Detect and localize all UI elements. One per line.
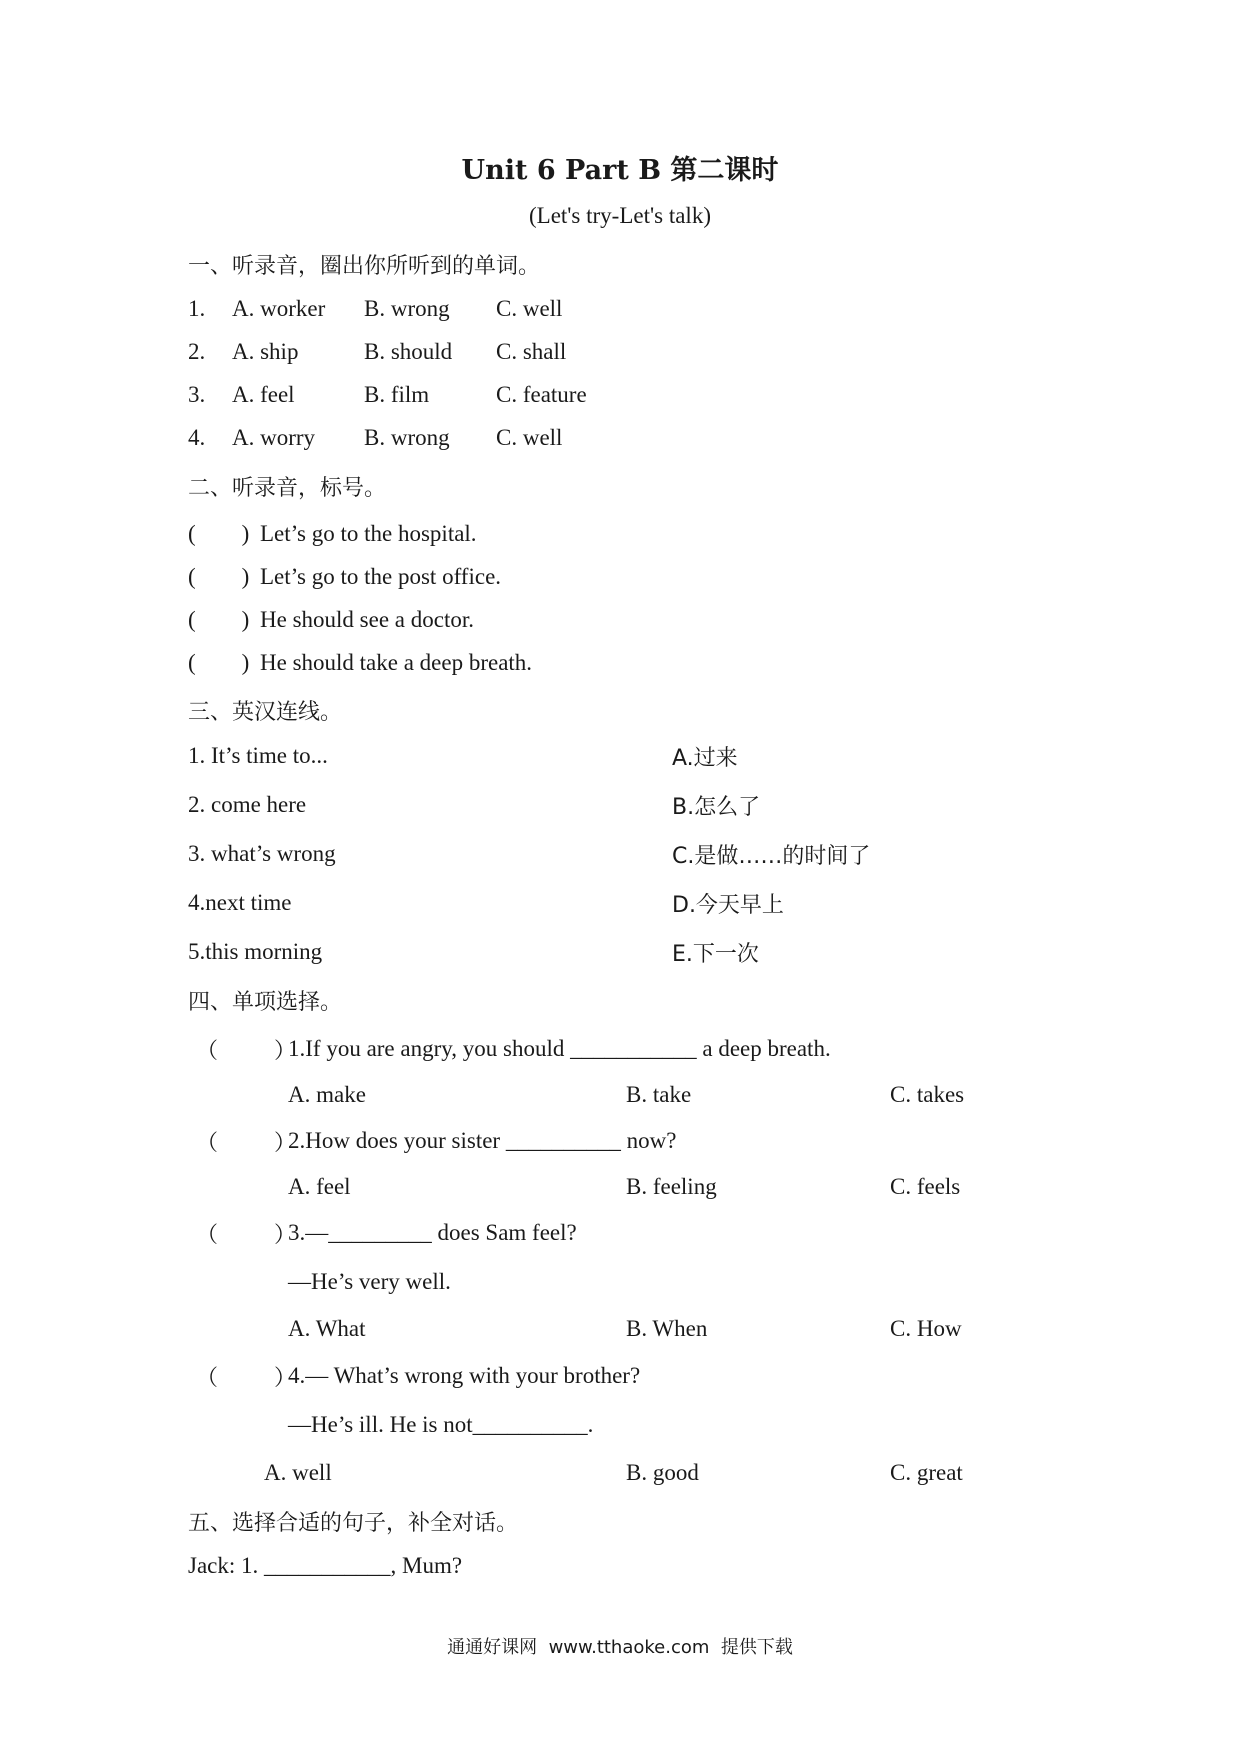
q3-option-a: A. What xyxy=(288,1316,366,1341)
s2-item-3-text: He should see a doctor. xyxy=(260,607,474,632)
q3-option-c: C. How xyxy=(890,1316,962,1341)
q2-stem: 2.How does your sister __________ now? xyxy=(288,1128,677,1153)
section-3-heading: 三、英汉连线。 xyxy=(188,700,343,725)
s1-item-1-option-a: A. worker xyxy=(232,296,326,321)
s2-item-1-text: Let’s go to the hospital. xyxy=(260,521,477,546)
s2-item-4-paren: ( ) xyxy=(188,650,250,675)
page-title: Unit 6 Part B 第二课时 xyxy=(461,155,779,186)
section-2-heading: 二、听录音，标号。 xyxy=(188,476,387,501)
s2-item-2-paren: ( ) xyxy=(188,564,250,589)
s1-item-3-number: 3. xyxy=(188,382,206,407)
s3-item-4-chinese: D.今天早上 xyxy=(672,893,784,918)
q1-option-a: A. make xyxy=(288,1082,366,1107)
s1-item-2-option-b: B. should xyxy=(364,339,453,364)
s2-item-3-paren: ( ) xyxy=(188,607,250,632)
s3-item-2-chinese: B.怎么了 xyxy=(672,795,761,820)
q3-stem: 3.—_________ does Sam feel? xyxy=(288,1220,577,1245)
s1-item-1-number: 1. xyxy=(188,296,206,321)
q1-answer-paren: （ ） xyxy=(196,1039,296,1064)
s1-item-1-option-b: B. wrong xyxy=(364,296,450,321)
q3-answer-paren: （ ） xyxy=(196,1223,296,1248)
q4-answer-paren: （ ） xyxy=(196,1366,296,1391)
q3-answer-line: —He’s very well. xyxy=(288,1269,451,1294)
s1-item-4-number: 4. xyxy=(188,425,206,450)
s1-item-2-option-a: A. ship xyxy=(232,339,299,364)
s2-item-2-text: Let’s go to the post office. xyxy=(260,564,502,589)
s3-item-1-chinese: A.过来 xyxy=(672,746,738,771)
q3-option-b: B. When xyxy=(626,1316,708,1341)
q4-option-c: C. great xyxy=(890,1460,963,1485)
s3-item-3-chinese: C.是做……的时间了 xyxy=(672,844,871,869)
s1-item-1-option-c: C. well xyxy=(496,296,563,321)
section-5-heading: 五、选择合适的句子，补全对话。 xyxy=(188,1511,519,1536)
q1-stem: 1.If you are angry, you should ___________ a deep breath. xyxy=(288,1036,831,1061)
s1-item-3-option-c: C. feature xyxy=(496,382,587,407)
s1-item-2-option-c: C. shall xyxy=(496,339,567,364)
q4-option-a: A. well xyxy=(264,1460,332,1485)
section-4-heading: 四、单项选择。 xyxy=(188,990,343,1015)
q2-option-a: A. feel xyxy=(288,1174,351,1199)
s3-item-5-english: 5.this morning xyxy=(188,939,323,964)
s3-item-3-english: 3. what’s wrong xyxy=(188,841,336,866)
section-1-heading: 一、听录音，圈出你所听到的单词。 xyxy=(188,254,541,279)
s5-dialogue-line-1: Jack: 1. ___________, Mum? xyxy=(188,1553,463,1578)
s1-item-3-option-a: A. feel xyxy=(232,382,295,407)
s1-item-2-number: 2. xyxy=(188,339,206,364)
q1-option-b: B. take xyxy=(626,1082,692,1107)
page-footer: 通通好课网 www.tthaoke.com 提供下载 xyxy=(447,1637,793,1658)
s3-item-2-english: 2. come here xyxy=(188,792,307,817)
s1-item-4-option-c: C. well xyxy=(496,425,563,450)
q1-option-c: C. takes xyxy=(890,1082,965,1107)
q2-option-c: C. feels xyxy=(890,1174,961,1199)
s1-item-4-option-b: B. wrong xyxy=(364,425,450,450)
page-subtitle: (Let's try-Let's talk) xyxy=(528,203,711,228)
q4-stem: 4.— What’s wrong with your brother? xyxy=(288,1363,641,1388)
s2-item-1-paren: ( ) xyxy=(188,521,250,546)
s3-item-4-english: 4.next time xyxy=(188,890,292,915)
s1-item-3-option-b: B. film xyxy=(364,382,430,407)
s2-item-4-text: He should take a deep breath. xyxy=(260,650,533,675)
s3-item-1-english: 1. It’s time to... xyxy=(188,743,328,768)
q4-option-b: B. good xyxy=(626,1460,699,1485)
s1-item-4-option-a: A. worry xyxy=(232,425,316,450)
q4-answer-line: —He’s ill. He is not__________. xyxy=(288,1412,594,1437)
q2-option-b: B. feeling xyxy=(626,1174,717,1199)
q2-answer-paren: （ ） xyxy=(196,1131,296,1156)
s3-item-5-chinese: E.下一次 xyxy=(672,942,759,967)
